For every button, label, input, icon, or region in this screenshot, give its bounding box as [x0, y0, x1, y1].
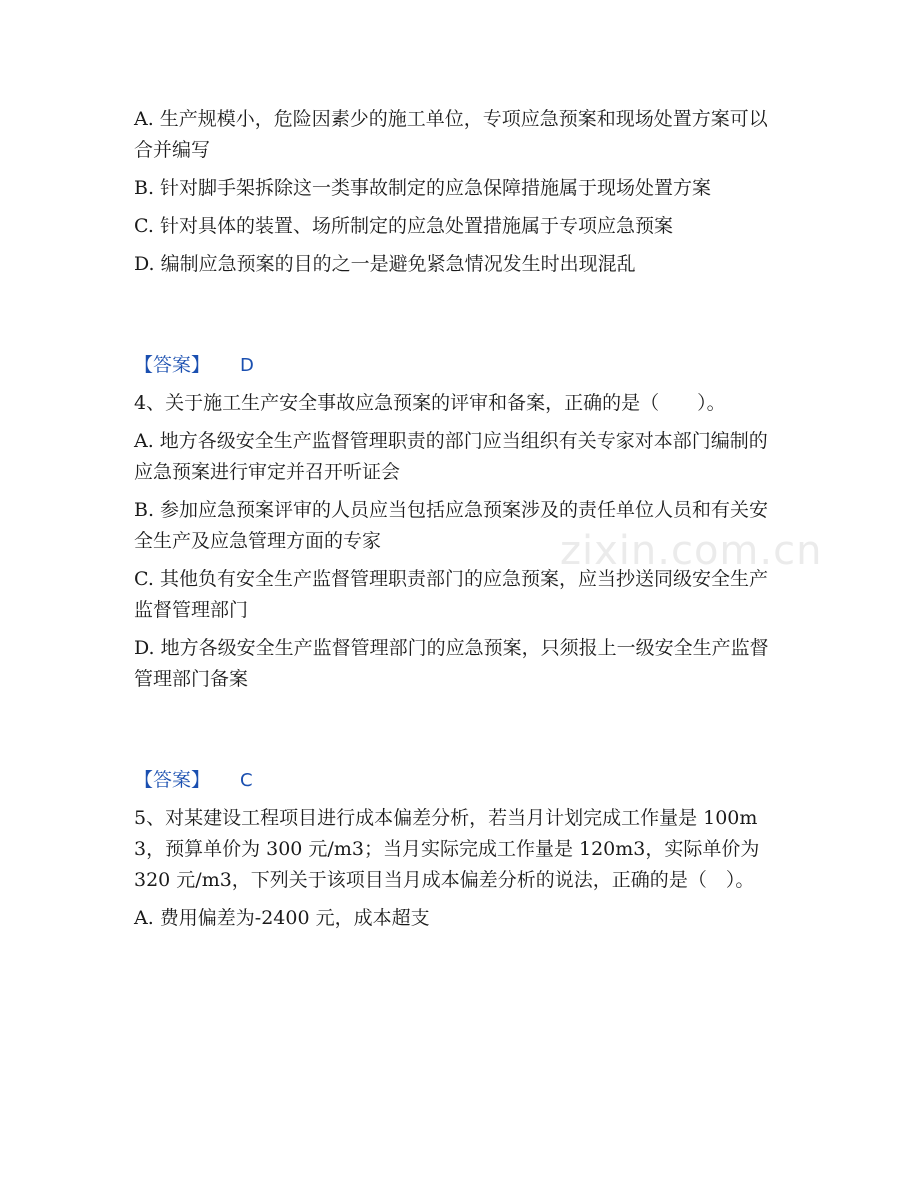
q3-option-d: D. 编制应急预案的目的之一是避免紧急情况发生时出现混乱	[134, 253, 636, 275]
q5-option-a: A. 费用偏差为-2400 元，成本超支	[134, 907, 430, 929]
q4-answer	[134, 765, 774, 796]
q4-option-a: A. 地方各级安全生产监督管理职责的部门应当组织有关专家对本部门编制的应急预案进行审定并召开听证会	[134, 430, 768, 483]
q5-stem: 5、对某建设工程项目进行成本偏差分析，若当月计划完成工作量是 100m3，预算单价为 300 元/m3；当月实际完成工作量是 120m3，实际单价为 320 元/m3，下列关于该项目当月成本偏差分析的说法，正确的是（ ）。	[134, 807, 760, 891]
answer-value: D	[240, 355, 254, 376]
answer-value: C	[240, 770, 253, 791]
answer-label: 【答案】	[134, 354, 211, 376]
q4-option-c: C. 其他负有安全生产监督管理职责部门的应急预案，应当抄送同级安全生产监督管理部门	[134, 568, 768, 621]
q4-option-b: B. 参加应急预案评审的人员应当包括应急预案涉及的责任单位人员和有关安全生产及应急管理方面的专家	[134, 499, 769, 552]
watermark: zixin.com.cn	[560, 528, 823, 574]
q3-option-a: A. 生产规模小，危险因素少的施工单位，专项应急预案和现场处置方案可以合并编写	[134, 108, 768, 161]
q3-answer	[134, 350, 774, 381]
q4-stem: 4、关于施工生产安全事故应急预案的评审和备案，正确的是（ ）。	[134, 392, 726, 414]
q3-option-b: B. 针对脚手架拆除这一类事故制定的应急保障措施属于现场处置方案	[134, 177, 712, 199]
q3-option-c: C. 针对具体的装置、场所制定的应急处置措施属于专项应急预案	[134, 215, 673, 237]
q4-option-d: D. 地方各级安全生产监督管理部门的应急预案，只须报上一级安全生产监督管理部门备案	[134, 637, 769, 690]
document-content	[134, 104, 774, 934]
answer-label: 【答案】	[134, 769, 211, 791]
